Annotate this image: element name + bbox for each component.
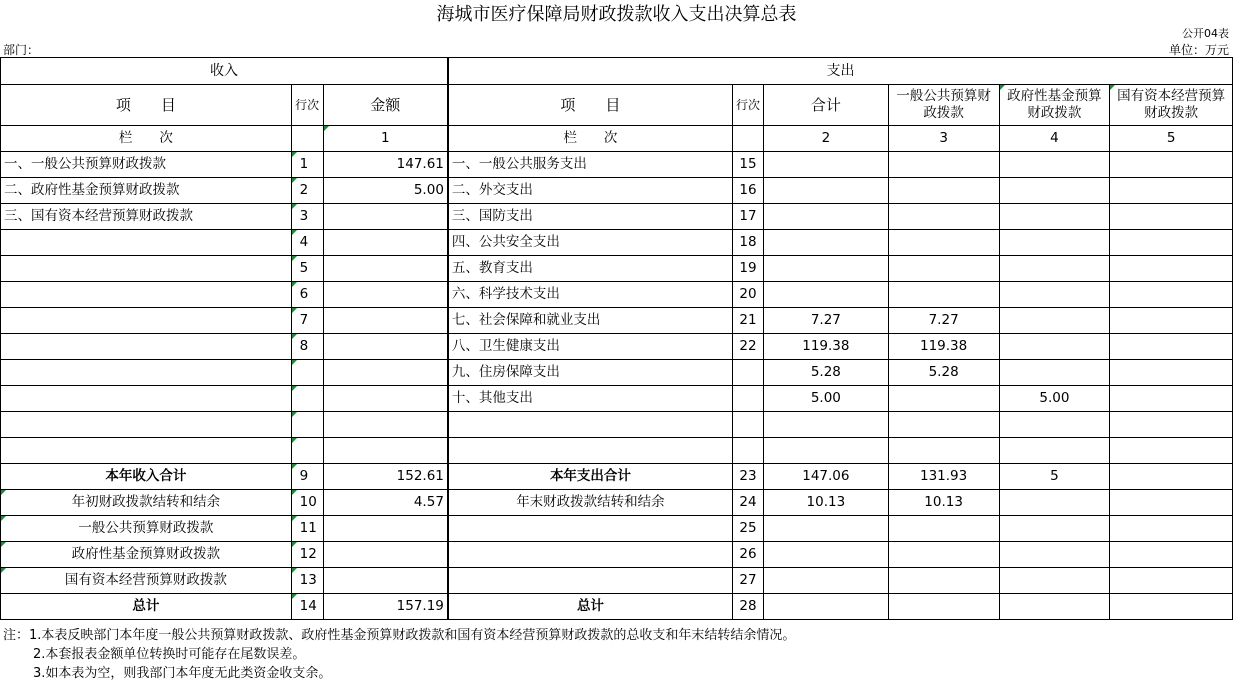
expense-row-no-cell: 23 bbox=[732, 464, 763, 490]
income-amount-cell: 147.61 bbox=[323, 152, 448, 178]
expense-row-no-cell bbox=[732, 412, 763, 438]
expense-total-cell bbox=[763, 412, 888, 438]
expense-general-cell bbox=[888, 438, 999, 464]
expense-row-no-cell: 28 bbox=[732, 594, 763, 620]
expense-capital-cell bbox=[1110, 308, 1233, 334]
lanci-row bbox=[1, 126, 1233, 152]
expense-item-cell: 总计 bbox=[448, 594, 733, 620]
expense-general-cell: 131.93 bbox=[888, 464, 999, 490]
income-item-cell bbox=[1, 308, 292, 334]
expense-item-cell: 一、一般公共服务支出 bbox=[448, 152, 733, 178]
table-row bbox=[1, 334, 1233, 360]
income-amount-cell bbox=[323, 204, 448, 230]
form-number: 公开04表 bbox=[1182, 27, 1229, 40]
expense-lanci-label: 栏 次 bbox=[448, 126, 733, 152]
expense-total-cell bbox=[763, 282, 888, 308]
lanci-col-3: 3 bbox=[888, 126, 999, 152]
expense-general-cell bbox=[888, 178, 999, 204]
expense-capital-cell bbox=[1110, 490, 1233, 516]
amount-header: 金额 bbox=[323, 85, 448, 126]
income-amount-cell bbox=[323, 334, 448, 360]
expense-row-no-cell: 16 bbox=[732, 178, 763, 204]
table-row bbox=[1, 516, 1233, 542]
expense-general-cell: 7.27 bbox=[888, 308, 999, 334]
income-amount-cell bbox=[323, 412, 448, 438]
income-item-cell: 二、政府性基金预算财政拨款 bbox=[1, 178, 292, 204]
expense-capital-cell bbox=[1110, 256, 1233, 282]
expense-item-cell bbox=[448, 438, 733, 464]
expense-capital-cell bbox=[1110, 386, 1233, 412]
income-item-cell bbox=[1, 282, 292, 308]
expense-capital-cell bbox=[1110, 282, 1233, 308]
table-row bbox=[1, 360, 1233, 386]
expense-total-cell: 147.06 bbox=[763, 464, 888, 490]
income-row-no-cell: 6 bbox=[291, 282, 323, 308]
income-row-no-cell: 8 bbox=[291, 334, 323, 360]
expense-general-cell: 10.13 bbox=[888, 490, 999, 516]
expense-item-cell bbox=[448, 516, 733, 542]
income-item-cell: 本年收入合计 bbox=[1, 464, 292, 490]
expense-item-cell: 九、住房保障支出 bbox=[448, 360, 733, 386]
table-row bbox=[1, 464, 1233, 490]
expense-item-cell: 十、其他支出 bbox=[448, 386, 733, 412]
expense-item-header: 项 目 bbox=[448, 85, 733, 126]
expense-capital-cell bbox=[1110, 464, 1233, 490]
income-item-cell bbox=[1, 412, 292, 438]
expense-total-cell bbox=[763, 594, 888, 620]
income-item-cell: 年初财政拨款结转和结余 bbox=[1, 490, 292, 516]
budget-summary-table bbox=[0, 57, 1233, 620]
note-line-3: 3.如本表为空，则我部门本年度无此类资金收支余。 bbox=[33, 666, 332, 681]
expense-fund-cell bbox=[999, 568, 1110, 594]
expense-general-cell: 5.28 bbox=[888, 360, 999, 386]
income-amount-cell: 157.19 bbox=[323, 594, 448, 620]
expense-fund-cell bbox=[999, 490, 1110, 516]
department-label: 部门： bbox=[3, 43, 40, 57]
income-item-cell bbox=[1, 386, 292, 412]
lanci-col-5: 5 bbox=[1110, 126, 1233, 152]
income-amount-cell: 152.61 bbox=[323, 464, 448, 490]
expense-total-cell: 5.28 bbox=[763, 360, 888, 386]
income-amount-cell bbox=[323, 516, 448, 542]
income-amount-cell bbox=[323, 438, 448, 464]
income-row-no-cell: 1 bbox=[291, 152, 323, 178]
income-lanci-empty bbox=[291, 126, 323, 152]
expense-total-cell: 7.27 bbox=[763, 308, 888, 334]
expense-item-cell: 年末财政拨款结转和结余 bbox=[448, 490, 733, 516]
expense-item-cell bbox=[448, 542, 733, 568]
table-row bbox=[1, 594, 1233, 620]
table-row bbox=[1, 412, 1233, 438]
expense-fund-cell bbox=[999, 282, 1110, 308]
expense-row-no-cell: 18 bbox=[732, 230, 763, 256]
expense-capital-cell bbox=[1110, 334, 1233, 360]
expense-total-cell: 10.13 bbox=[763, 490, 888, 516]
income-item-cell bbox=[1, 256, 292, 282]
table-row bbox=[1, 490, 1233, 516]
expense-general-cell bbox=[888, 516, 999, 542]
expense-row-no-cell bbox=[732, 360, 763, 386]
expense-total-cell bbox=[763, 178, 888, 204]
expense-item-cell bbox=[448, 568, 733, 594]
income-amount-cell bbox=[323, 308, 448, 334]
income-item-cell: 三、国有资本经营预算财政拨款 bbox=[1, 204, 292, 230]
expense-item-cell: 二、外交支出 bbox=[448, 178, 733, 204]
expense-item-cell bbox=[448, 412, 733, 438]
income-amount-cell: 4.57 bbox=[323, 490, 448, 516]
expense-general-cell: 119.38 bbox=[888, 334, 999, 360]
expense-fund-cell bbox=[999, 334, 1110, 360]
income-row-no-cell: 12 bbox=[291, 542, 323, 568]
table-row bbox=[1, 256, 1233, 282]
expense-general-cell bbox=[888, 386, 999, 412]
income-row-no-cell: 3 bbox=[291, 204, 323, 230]
table-notes bbox=[3, 626, 795, 683]
note-line-1: 注：1.本表反映部门本年度一般公共预算财政拨款、政府性基金预算财政拨款和国有资本经营预算财政拨款的总收支和年末结转结余情况。 bbox=[3, 628, 796, 643]
table-row bbox=[1, 542, 1233, 568]
expense-total-cell bbox=[763, 204, 888, 230]
expense-capital-cell bbox=[1110, 178, 1233, 204]
expense-total-cell bbox=[763, 542, 888, 568]
expense-general-cell bbox=[888, 152, 999, 178]
income-item-cell bbox=[1, 230, 292, 256]
expense-fund-cell bbox=[999, 204, 1110, 230]
table-row bbox=[1, 152, 1233, 178]
expense-item-cell: 本年支出合计 bbox=[448, 464, 733, 490]
income-row-no-cell: 7 bbox=[291, 308, 323, 334]
section-header-row bbox=[1, 58, 1233, 85]
income-section-header: 收入 bbox=[1, 58, 448, 85]
table-row bbox=[1, 308, 1233, 334]
income-row-no-cell bbox=[291, 412, 323, 438]
income-amount-cell bbox=[323, 386, 448, 412]
expense-total-cell bbox=[763, 256, 888, 282]
expense-fund-cell bbox=[999, 360, 1110, 386]
column-header-row bbox=[1, 85, 1233, 126]
table-row bbox=[1, 178, 1233, 204]
expense-row-no-cell: 15 bbox=[732, 152, 763, 178]
unit-label: 单位：万元 bbox=[1168, 43, 1229, 57]
expense-row-no-cell: 17 bbox=[732, 204, 763, 230]
income-amount-cell bbox=[323, 230, 448, 256]
income-amount-cell bbox=[323, 542, 448, 568]
expense-capital-cell bbox=[1110, 568, 1233, 594]
expense-row-no-cell bbox=[732, 438, 763, 464]
expense-general-cell bbox=[888, 230, 999, 256]
expense-general-cell bbox=[888, 256, 999, 282]
income-row-no-cell: 10 bbox=[291, 490, 323, 516]
total-header: 合计 bbox=[763, 85, 888, 126]
income-row-no-cell: 11 bbox=[291, 516, 323, 542]
expense-row-no-cell: 22 bbox=[732, 334, 763, 360]
expense-total-cell bbox=[763, 230, 888, 256]
expense-capital-cell bbox=[1110, 360, 1233, 386]
expense-capital-cell bbox=[1110, 516, 1233, 542]
expense-row-no-cell: 20 bbox=[732, 282, 763, 308]
table-row bbox=[1, 204, 1233, 230]
expense-fund-cell bbox=[999, 542, 1110, 568]
expense-total-cell bbox=[763, 152, 888, 178]
income-row-no-cell bbox=[291, 360, 323, 386]
expense-row-no-cell: 24 bbox=[732, 490, 763, 516]
income-row-no-cell: 2 bbox=[291, 178, 323, 204]
expense-fund-cell bbox=[999, 230, 1110, 256]
expense-total-cell bbox=[763, 438, 888, 464]
expense-general-cell bbox=[888, 568, 999, 594]
expense-lanci-empty bbox=[732, 126, 763, 152]
expense-total-cell: 119.38 bbox=[763, 334, 888, 360]
income-item-cell: 一、一般公共预算财政拨款 bbox=[1, 152, 292, 178]
table-row bbox=[1, 568, 1233, 594]
expense-total-cell: 5.00 bbox=[763, 386, 888, 412]
expense-capital-cell bbox=[1110, 542, 1233, 568]
expense-fund-cell bbox=[999, 308, 1110, 334]
income-row-no-cell: 9 bbox=[291, 464, 323, 490]
income-item-cell: 政府性基金预算财政拨款 bbox=[1, 542, 292, 568]
expense-fund-cell bbox=[999, 516, 1110, 542]
table-row bbox=[1, 230, 1233, 256]
expense-row-no-cell: 25 bbox=[732, 516, 763, 542]
lanci-col-4: 4 bbox=[999, 126, 1110, 152]
expense-row-no-cell: 21 bbox=[732, 308, 763, 334]
table-row bbox=[1, 438, 1233, 464]
expense-general-cell bbox=[888, 412, 999, 438]
income-row-no-cell: 13 bbox=[291, 568, 323, 594]
expense-general-cell bbox=[888, 542, 999, 568]
expense-item-cell: 六、科学技术支出 bbox=[448, 282, 733, 308]
income-item-cell: 总计 bbox=[1, 594, 292, 620]
income-row-no-cell bbox=[291, 386, 323, 412]
income-row-no-cell: 14 bbox=[291, 594, 323, 620]
expense-capital-cell bbox=[1110, 412, 1233, 438]
income-item-cell bbox=[1, 438, 292, 464]
expense-general-cell bbox=[888, 204, 999, 230]
expense-item-cell: 三、国防支出 bbox=[448, 204, 733, 230]
expense-fund-cell: 5.00 bbox=[999, 386, 1110, 412]
lanci-col-1: 1 bbox=[323, 126, 448, 152]
expense-total-cell bbox=[763, 516, 888, 542]
income-row-no-cell bbox=[291, 438, 323, 464]
expense-fund-cell bbox=[999, 594, 1110, 620]
expense-item-cell: 八、卫生健康支出 bbox=[448, 334, 733, 360]
expense-row-no-cell bbox=[732, 386, 763, 412]
expense-capital-cell bbox=[1110, 152, 1233, 178]
expense-fund-cell bbox=[999, 256, 1110, 282]
expense-section-header: 支出 bbox=[448, 58, 1233, 85]
expense-item-cell: 五、教育支出 bbox=[448, 256, 733, 282]
expense-item-cell: 四、公共安全支出 bbox=[448, 230, 733, 256]
income-row-no-cell: 4 bbox=[291, 230, 323, 256]
income-amount-cell bbox=[323, 568, 448, 594]
expense-fund-cell bbox=[999, 178, 1110, 204]
note-line-2: 2.本套报表金额单位转换时可能存在尾数误差。 bbox=[33, 647, 306, 662]
income-amount-cell bbox=[323, 282, 448, 308]
expense-row-no-cell: 19 bbox=[732, 256, 763, 282]
expense-fund-cell bbox=[999, 412, 1110, 438]
general-budget-header: 一般公共预算财政拨款 bbox=[888, 85, 999, 126]
expense-row-no-header: 行次 bbox=[732, 85, 763, 126]
table-row bbox=[1, 386, 1233, 412]
expense-general-cell bbox=[888, 282, 999, 308]
expense-capital-cell bbox=[1110, 230, 1233, 256]
expense-fund-cell: 5 bbox=[999, 464, 1110, 490]
income-row-no-cell: 5 bbox=[291, 256, 323, 282]
table-row bbox=[1, 282, 1233, 308]
expense-total-cell bbox=[763, 568, 888, 594]
income-item-cell bbox=[1, 334, 292, 360]
expense-capital-cell bbox=[1110, 594, 1233, 620]
income-amount-cell bbox=[323, 360, 448, 386]
income-item-header: 项 目 bbox=[1, 85, 292, 126]
expense-fund-cell bbox=[999, 152, 1110, 178]
income-item-cell: 一般公共预算财政拨款 bbox=[1, 516, 292, 542]
lanci-col-2: 2 bbox=[763, 126, 888, 152]
income-item-cell bbox=[1, 360, 292, 386]
income-item-cell: 国有资本经营预算财政拨款 bbox=[1, 568, 292, 594]
income-lanci-label: 栏 次 bbox=[1, 126, 292, 152]
expense-general-cell bbox=[888, 594, 999, 620]
state-capital-header: 国有资本经营预算财政拨款 bbox=[1110, 85, 1233, 126]
gov-fund-header: 政府性基金预算财政拨款 bbox=[999, 85, 1110, 126]
expense-capital-cell bbox=[1110, 438, 1233, 464]
report-title: 海城市医疗保障局财政拨款收入支出决算总表 bbox=[436, 4, 797, 25]
income-row-no-header: 行次 bbox=[291, 85, 323, 126]
expense-capital-cell bbox=[1110, 204, 1233, 230]
expense-item-cell: 七、社会保障和就业支出 bbox=[448, 308, 733, 334]
expense-row-no-cell: 26 bbox=[732, 542, 763, 568]
income-amount-cell bbox=[323, 256, 448, 282]
expense-fund-cell bbox=[999, 438, 1110, 464]
expense-row-no-cell: 27 bbox=[732, 568, 763, 594]
income-amount-cell: 5.00 bbox=[323, 178, 448, 204]
